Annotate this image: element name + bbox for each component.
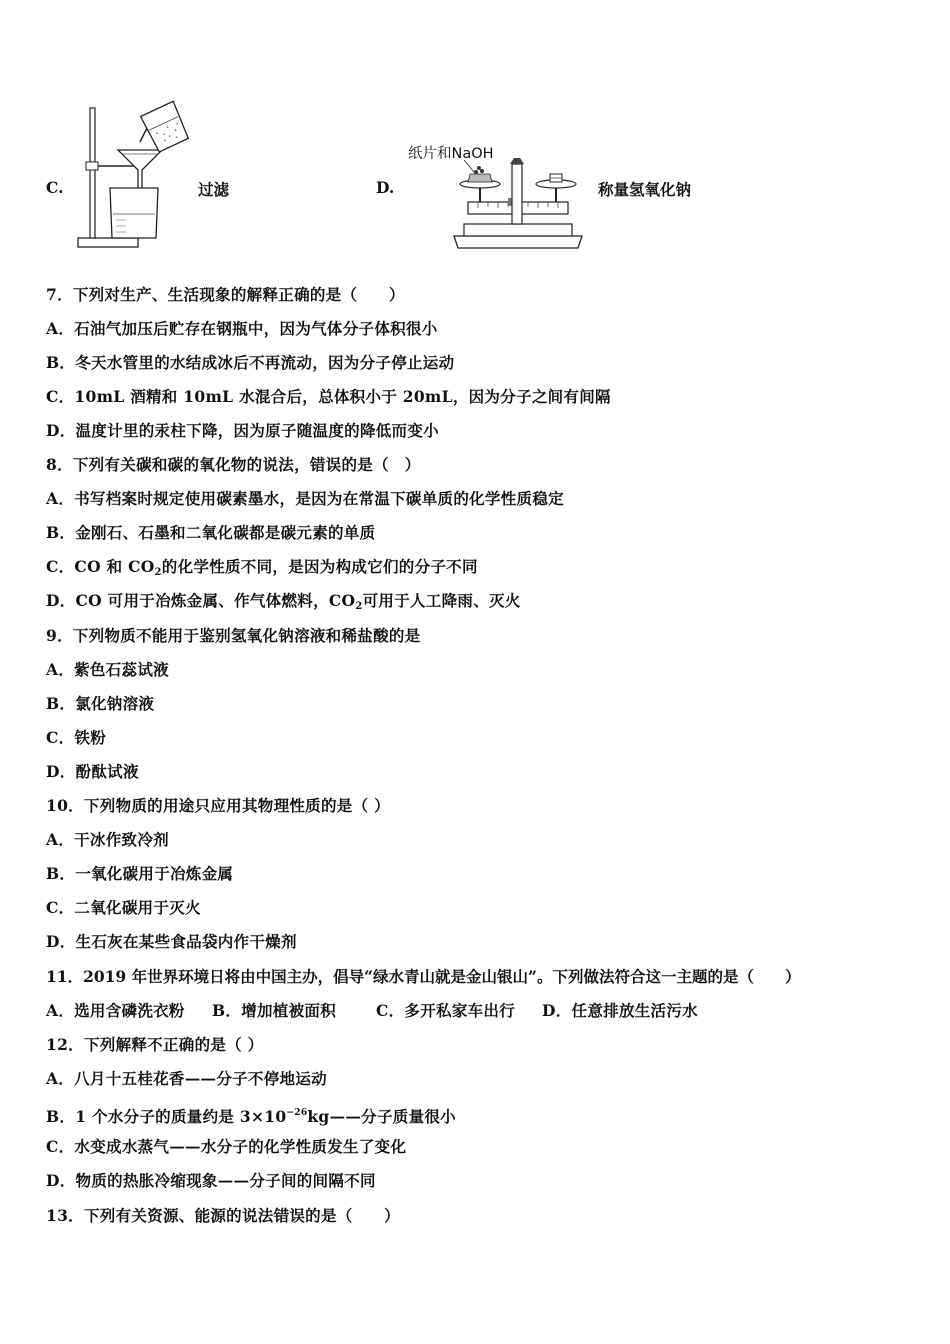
q8-option-c-subscript: 2 (154, 567, 162, 578)
q9-option-b: B．氯化钠溶液 (46, 694, 155, 713)
q8-option-a: A．书写档案时规定使用碳素墨水，是因为在常温下碳单质的化学性质稳定 (46, 489, 564, 508)
q10-option-d: D．生石灰在某些食品袋内作干燥剂 (46, 932, 297, 951)
q8-option-d-before: D．CO 可用于冶炼金属、作气体燃料，CO (46, 591, 356, 610)
q7-option-c: C．10mL 酒精和 10mL 水混合后，总体积小于 20mL，因为分子之间有间隔 (46, 387, 611, 406)
q10-stem: 10．下列物质的用途只应用其物理性质的是（ ） (46, 796, 390, 815)
q8-option-c-before: C．CO 和 CO (46, 557, 155, 576)
balance-label: 纸片和NaOH (408, 146, 494, 162)
q11-options (46, 1001, 698, 1021)
q12-option-b-before: B．1 个水分子的质量约是 3×10 (46, 1107, 287, 1126)
q8-stem: 8．下列有关碳和碳的氧化物的说法，错误的是（ ） (46, 455, 421, 474)
q9-stem: 9．下列物质不能用于鉴别氢氧化钠溶液和稀盐酸的是 (46, 626, 421, 645)
q12-option-b-exponent: −26 (286, 1108, 308, 1118)
q10-option-c: C．二氧化碳用于灭火 (46, 898, 201, 917)
q12-option-a: A．八月十五桂花香——分子不停地运动 (46, 1069, 327, 1088)
q10-option-b: B．一氧化碳用于冶炼金属 (46, 864, 234, 883)
figure-d-caption: 称量氢氧化钠 (598, 180, 692, 199)
q7-stem: 7．下列对生产、生活现象的解释正确的是（ ） (46, 285, 405, 304)
q7-option-b: B．冬天水管里的水结成冰后不再流动，因为分子停止运动 (46, 353, 455, 372)
q7-option-d: D．温度计里的汞柱下降，因为原子随温度的降低而变小 (46, 421, 439, 440)
q8-option-d (46, 591, 521, 617)
q12-option-b (46, 1103, 456, 1127)
q8-option-d-subscript: 2 (355, 601, 363, 612)
q12-stem: 12．下列解释不正确的是（ ） (46, 1035, 264, 1054)
q7-option-a: A．石油气加压后贮存在钢瓶中，因为气体分子体积很小 (46, 319, 438, 338)
q12-option-d: D．物质的热胀冷缩现象——分子间的间隔不同 (46, 1171, 376, 1190)
q8-option-d-after: 可用于人工降雨、灭火 (362, 591, 521, 610)
q9-option-a: A．紫色石蕊试液 (46, 660, 169, 679)
q10-option-a: A．干冰作致冷剂 (46, 830, 169, 849)
q12-option-b-after: kg——分子质量很小 (307, 1107, 456, 1126)
q13-stem: 13．下列有关资源、能源的说法错误的是（ ） (46, 1206, 400, 1225)
q11-option-b: B．增加植被面积 (212, 1001, 337, 1020)
q11-stem: 11．2019 年世界环境日将由中国主办，倡导“绿水青山就是金山银山”。下列做法符合这一主题的是（ ） (46, 967, 801, 986)
q11-option-c: C．多开私家车出行 (376, 1001, 516, 1020)
figure-c-caption: 过滤 (198, 180, 230, 199)
q9-option-c: C．铁粉 (46, 728, 107, 747)
balance-scale-icon (448, 158, 588, 250)
q8-option-b: B．金刚石、石墨和二氧化碳都是碳元素的单质 (46, 523, 376, 542)
q8-option-c-after: 的化学性质不同，是因为构成它们的分子不同 (161, 557, 478, 576)
q11-option-d: D．任意排放生活污水 (542, 1001, 698, 1020)
q11-option-a: A．选用含磷洗衣粉 (46, 1001, 185, 1020)
figure-c-letter: C. (46, 178, 64, 197)
filtration-apparatus-icon (76, 100, 201, 252)
q8-option-c (46, 557, 478, 583)
q9-option-d: D．酚酞试液 (46, 762, 139, 781)
q12-option-c: C．水变成水蒸气——水分子的化学性质发生了变化 (46, 1137, 407, 1156)
figure-d-letter: D. (376, 178, 395, 197)
